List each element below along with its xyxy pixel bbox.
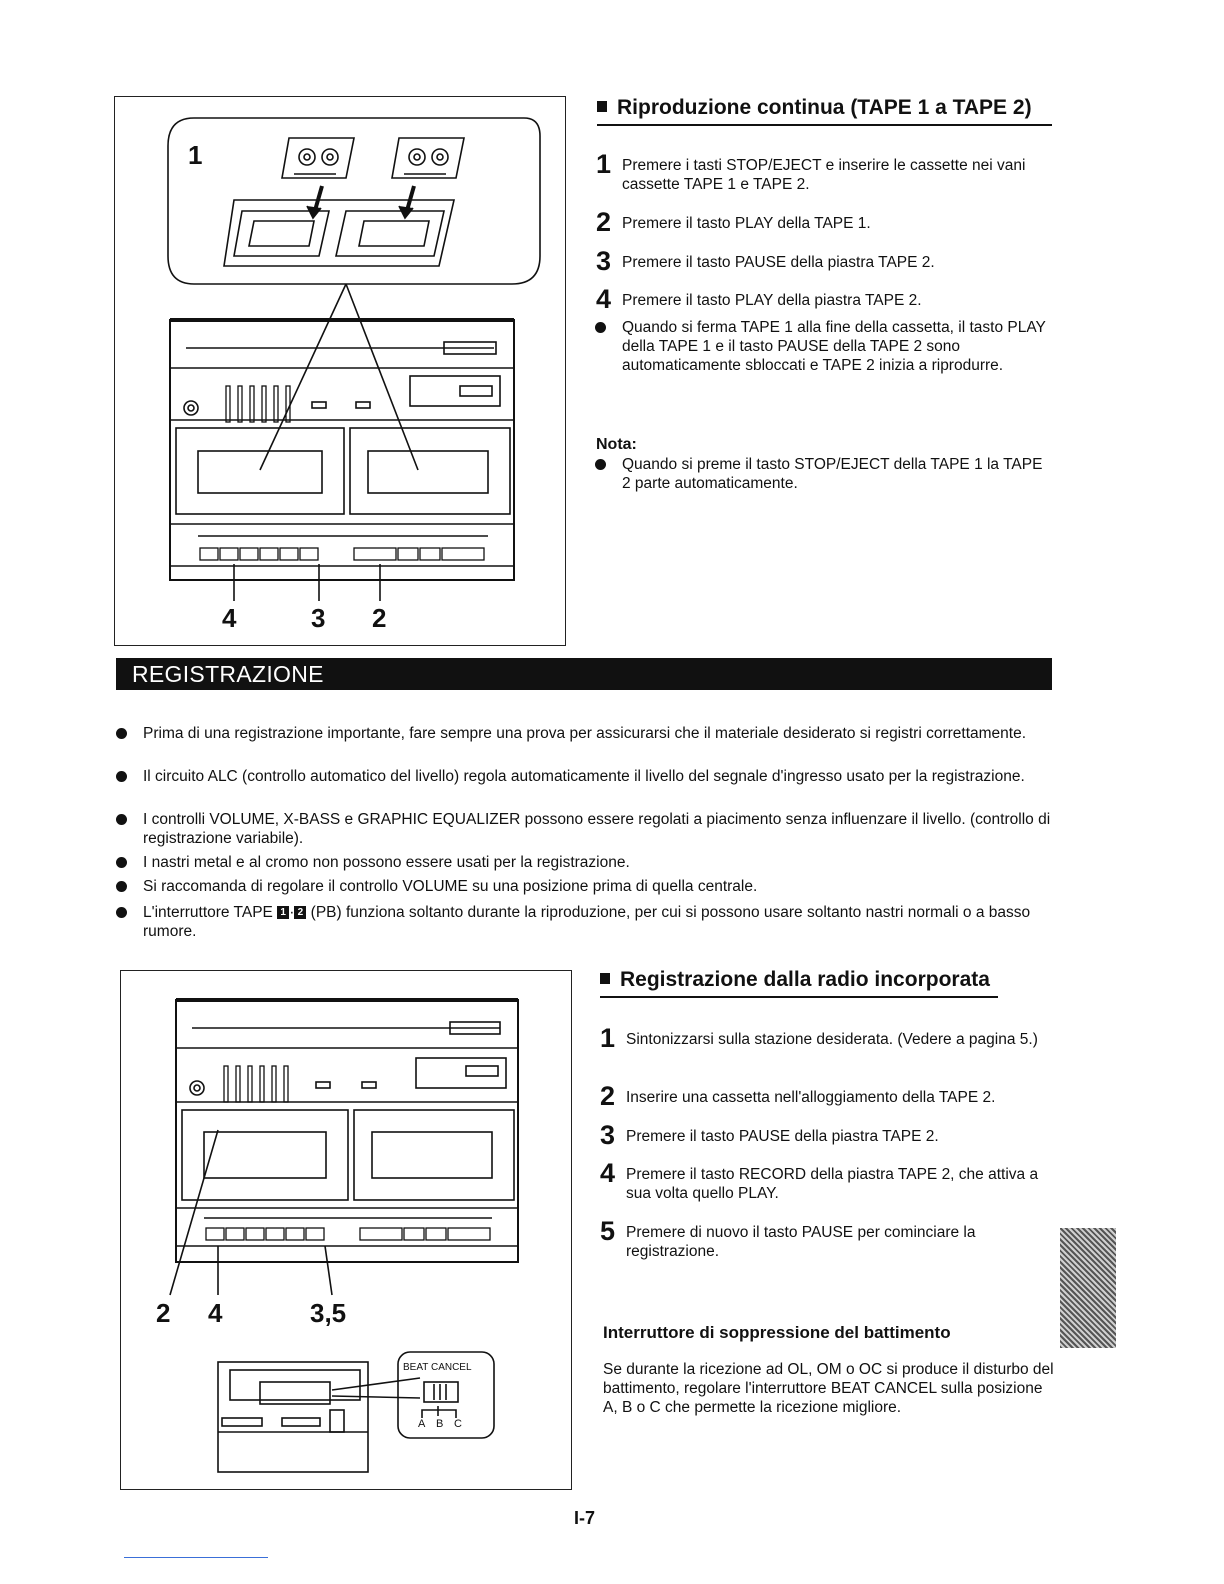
bullet-dot-icon: [595, 459, 606, 470]
bullet-dot-icon: [116, 728, 127, 739]
beat-cancel-title: Interruttore di soppressione del battimento: [603, 1323, 951, 1342]
note-label: Nota:: [596, 436, 637, 453]
callout-2: 2: [372, 603, 387, 633]
position-a: A: [418, 1418, 426, 1430]
beat-cancel-text: Se durante la ricezione ad OL, OM o OC si produce il disturbo del battimento, regolare l'interruttore BEAT CANCEL sulla posizione A, B o C che permette la ricezione migliore.: [603, 1361, 1054, 1416]
top-step-4: 4 Premere il tasto PLAY della piastra TAPE 2.: [596, 284, 922, 314]
position-b: B: [436, 1418, 444, 1430]
square-bullet-icon: [600, 973, 610, 984]
inset-label: 1: [188, 140, 203, 170]
section-banner: [116, 658, 1052, 690]
page-number: I-7: [574, 1508, 596, 1528]
inset-frame: [168, 118, 540, 284]
top-step-3: 3 Premere il tasto PAUSE della piastra TAPE 2.: [596, 246, 935, 276]
bullet-dot-icon: [116, 907, 127, 918]
rec-bullet-1: Prima di una registrazione importante, fare sempre una prova per assicurarsi che il materiale desiderato si registri correttamente.: [116, 724, 1056, 743]
bottom-rule: [124, 1557, 268, 1558]
bullet-dot-icon: [116, 881, 127, 892]
top-step-1: 1 Premere i tasti STOP/EJECT e inserire le cassette nei vani cassette TAPE 1 e TAPE 2.: [596, 149, 1026, 193]
rec-bullet-5: Si raccomanda di regolare il controllo VOLUME su una posizione prima di quella centrale.: [116, 877, 1056, 896]
bullet-dot-icon: [116, 857, 127, 868]
halftone-thumb-tab: [1060, 1228, 1116, 1348]
title-underline: [597, 124, 1052, 126]
square-bullet-icon: [597, 101, 607, 112]
bullet-dot-icon: [116, 814, 127, 825]
bottom-step-1: 1 Sintonizzarsi sulla stazione desiderata. (Vedere a pagina 5.): [600, 1023, 1038, 1053]
tape-2-badge: 2: [294, 906, 306, 919]
figure-top-illustration: [114, 96, 566, 646]
callout-3-5-bottom: 3,5: [310, 1298, 347, 1328]
bullet-dot-icon: [116, 771, 127, 782]
callout-2-bottom: 2: [156, 1298, 171, 1328]
rec-bullet-3: I controlli VOLUME, X-BASS e GRAPHIC EQUALIZER possono essere regolati a piacimento senza influenzare il livello. (controllo di registrazione variabile).: [116, 810, 1056, 848]
callout-3: 3: [311, 603, 326, 633]
bullet-dot-icon: [595, 322, 606, 333]
note-bullet: Quando si preme il tasto STOP/EJECT della TAPE 1 la TAPE 2 parte automaticamente.: [595, 455, 1055, 493]
rec-bullet-4: I nastri metal e al cromo non possono essere usati per la registrazione.: [116, 853, 1056, 872]
bottom-section-title: Registrazione dalla radio incorporata: [600, 968, 990, 992]
top-step-2: 2 Premere il tasto PLAY della TAPE 1.: [596, 207, 871, 237]
figure-bottom-illustration: [120, 970, 572, 1490]
tape-1-badge: 1: [277, 906, 289, 919]
bottom-step-4: 4 Premere il tasto RECORD della piastra TAPE 2, che attiva a sua volta quello PLAY.: [600, 1158, 1039, 1202]
rec-bullet-6: L'interruttore TAPE 1 · 2 (PB) funziona soltanto durante la riproduzione, per cui si possono usare soltanto nastri normali o a basso rumore.: [116, 903, 1056, 941]
cassette-icon-left: [282, 138, 354, 178]
bottom-step-5: 5 Premere di nuovo il tasto PAUSE per cominciare la registrazione.: [600, 1216, 976, 1260]
top-bullet: Quando si ferma TAPE 1 alla fine della cassetta, il tasto PLAY della TAPE 1 e il tasto PAUSE della TAPE 2 sono automaticamente sbloccati e TAPE 2 inizia a riprodurre.: [595, 318, 1055, 375]
bottom-step-2: 2 Inserire una cassetta nell'alloggiamento della TAPE 2.: [600, 1081, 996, 1111]
bottom-step-3: 3 Premere il tasto PAUSE della piastra TAPE 2.: [600, 1120, 939, 1150]
top-section-title: Riproduzione continua (TAPE 1 a TAPE 2): [597, 96, 1032, 120]
position-c: C: [454, 1418, 462, 1430]
bottom-title-underline: [600, 996, 998, 998]
rec-bullet-2: Il circuito ALC (controllo automatico del livello) regola automaticamente il livello del segnale d'ingresso usato per la registrazione.: [116, 767, 1056, 786]
banner-label: REGISTRAZIONE: [132, 661, 324, 687]
callout-4: 4: [222, 603, 237, 633]
callout-4-bottom: 4: [208, 1298, 223, 1328]
cassette-icon-right: [392, 138, 464, 178]
beat-cancel-label: BEAT CANCEL: [403, 1362, 472, 1373]
